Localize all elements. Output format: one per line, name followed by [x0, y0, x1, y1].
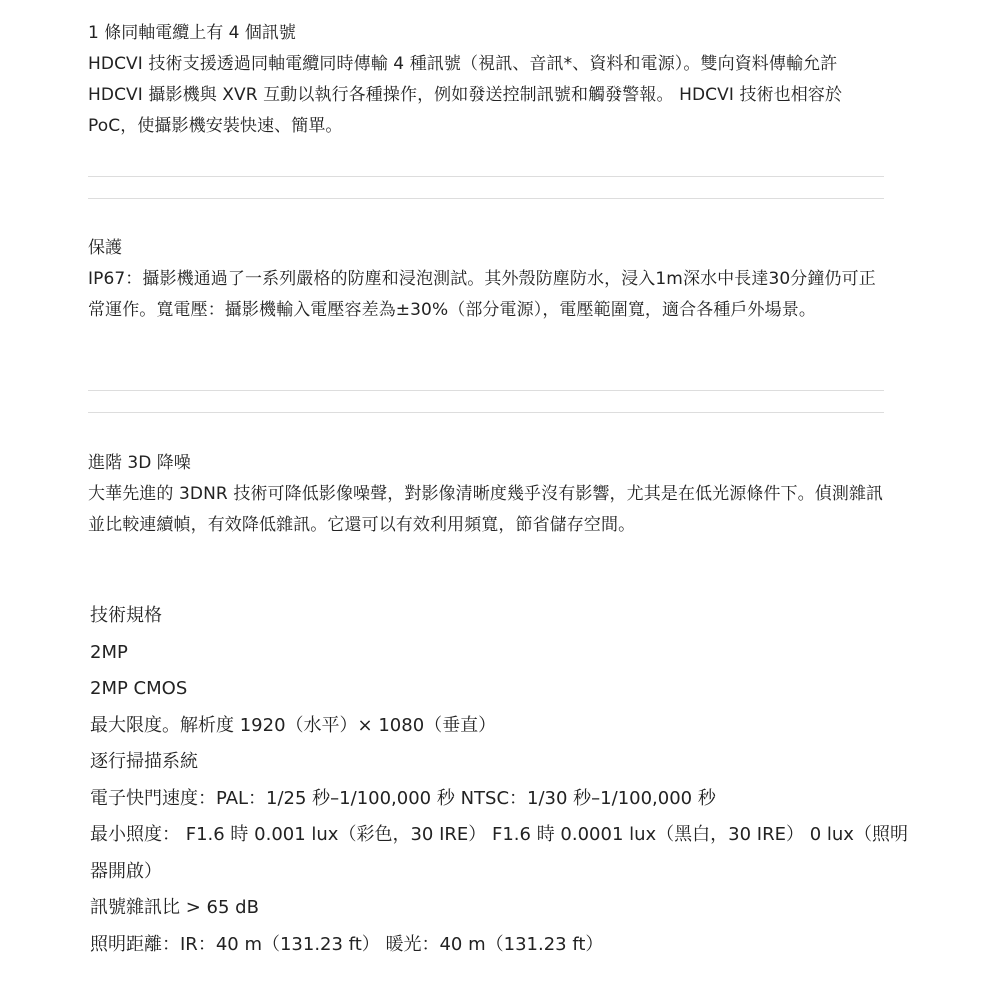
spec-line: 2MP CMOS: [90, 678, 188, 699]
section-3d-noise-reduction: [88, 448, 888, 541]
section-heading: 保護: [88, 238, 122, 258]
spec-line: 最大限度。解析度 1920（水平）× 1080（垂直）: [90, 714, 497, 736]
divider: [88, 176, 884, 177]
section-body: IP67：攝影機通過了一系列嚴格的防塵和浸泡測試。其外殼防塵防水，浸入1m深水中長達30分鐘仍可正常運作。寬電壓：攝影機輸入電壓容差為±30%（部分電源），電壓範圍寬，適合各種戶外場景。: [88, 269, 876, 320]
divider: [88, 198, 884, 199]
technical-specs: [90, 598, 920, 963]
section-heading: 進階 3D 降噪: [88, 453, 191, 473]
divider: [88, 412, 884, 413]
spec-line: 最小照度： F1.6 時 0.001 lux（彩色，30 IRE） F1.6 時 0.0001 lux（黑白，30 IRE） 0 lux（照明器開啟）: [90, 824, 908, 882]
section-body: 大華先進的 3DNR 技術可降低影像噪聲，對影像清晰度幾乎沒有影響，尤其是在低光源條件下。偵測雜訊並比較連續幀，有效降低雜訊。它還可以有效利用頻寬，節省儲存空間。: [88, 484, 884, 535]
divider: [88, 390, 884, 391]
spec-line: 2MP: [90, 641, 128, 663]
section-body: HDCVI 技術支援透過同軸電纜同時傳輸 4 種訊號（視訊、音訊*、資料和電源）。雙向資料傳輸允許 HDCVI 攝影機與 XVR 互動以執行各種操作，例如發送控制訊號和觸發警報。 HDCVI 技術也相容於 PoC，使攝影機安裝快速、簡單。: [88, 54, 843, 136]
spec-line: 電子快門速度：PAL：1/25 秒–1/100,000 秒 NTSC：1/30 秒–1/100,000 秒: [90, 787, 716, 809]
section-heading: 1 條同軸電纜上有 4 個訊號: [88, 23, 296, 43]
spec-line: 逐行掃描系統: [90, 751, 198, 772]
section-coaxial-signals: [88, 18, 888, 142]
spec-line: 訊號雜訊比 > 65 dB: [90, 897, 259, 918]
spec-line: 照明距離：IR：40 m（131.23 ft） 暖光：40 m（131.23 ft）: [90, 933, 604, 955]
specs-title: 技術規格: [90, 605, 162, 626]
section-protection: [88, 233, 888, 326]
